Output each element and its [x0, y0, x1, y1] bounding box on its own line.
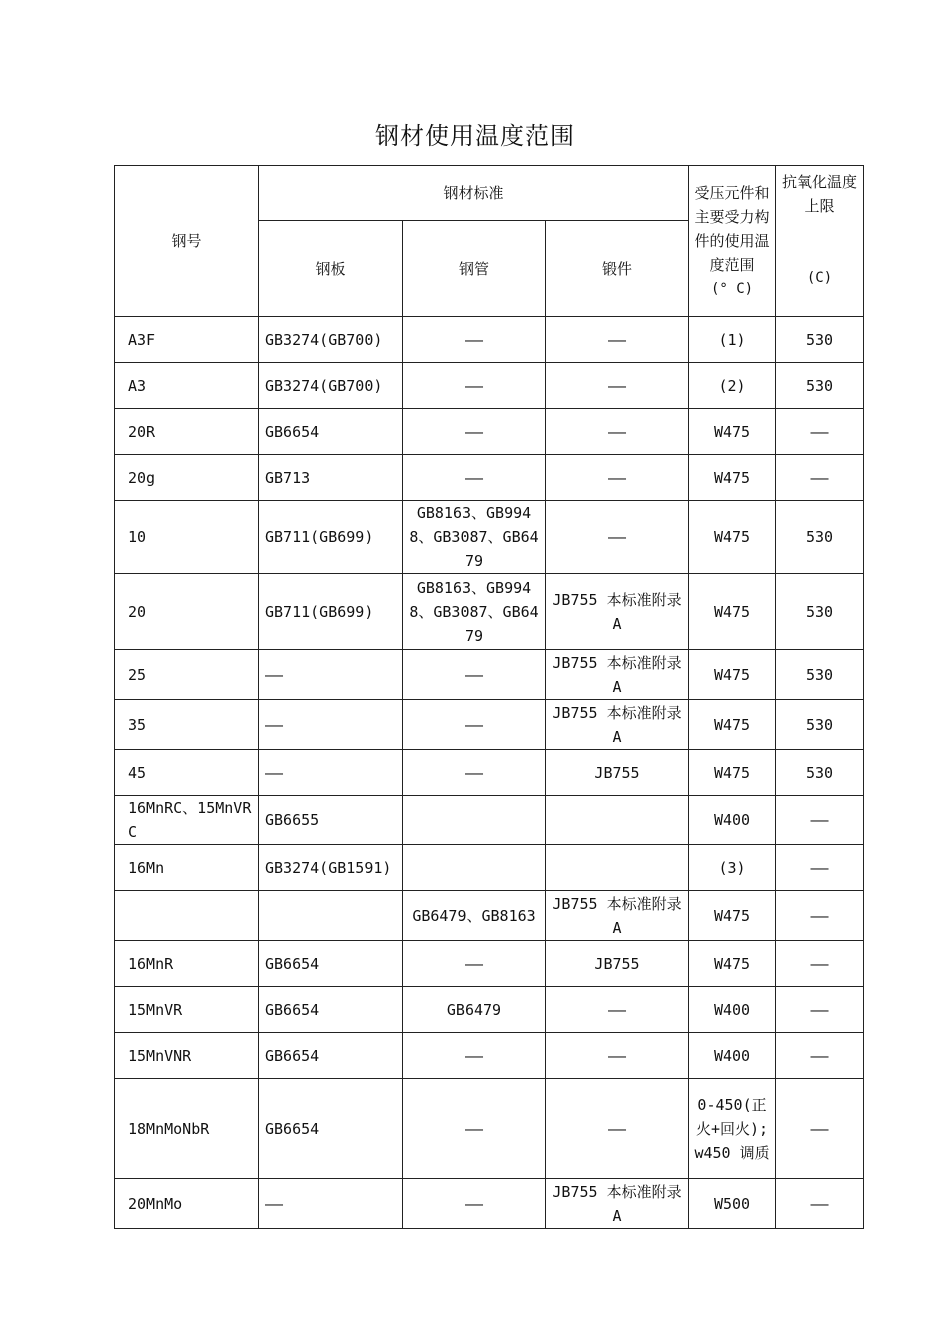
cell-temp: W400 — [689, 987, 776, 1033]
table-row — [115, 891, 864, 941]
cell-forging: JB755 本标准附录A — [546, 891, 689, 941]
cell-temp: W475 — [689, 891, 776, 941]
header-standard: 钢材标准 — [259, 166, 689, 221]
cell-grade: 25 — [115, 650, 259, 700]
header-oxidation-label: 抗氧化温度上限 — [782, 173, 858, 215]
table-row — [115, 455, 864, 501]
cell-plate: GB3274(GB700) — [259, 363, 403, 409]
header-forging: 锻件 — [546, 221, 689, 317]
cell-grade: 15MnVNR — [115, 1033, 259, 1079]
cell-temp: (2) — [689, 363, 776, 409]
cell-forging: —— — [546, 455, 689, 501]
table-body — [115, 317, 864, 1229]
cell-forging: —— — [546, 363, 689, 409]
header-oxidation — [776, 166, 864, 317]
table-row — [115, 941, 864, 987]
cell-forging: JB755 本标准附录A — [546, 1179, 689, 1229]
cell-oxidation: —— — [776, 941, 864, 987]
cell-pipe — [403, 845, 546, 891]
header-temp-range-label: 受压元件和主要受力构件的使用温度范围 — [694, 184, 770, 274]
cell-pipe: GB6479 — [403, 987, 546, 1033]
cell-forging: JB755 — [546, 941, 689, 987]
cell-temp: W475 — [689, 455, 776, 501]
cell-grade: 16Mn — [115, 845, 259, 891]
cell-pipe: GB6479、GB8163 — [403, 891, 546, 941]
page-title: 钢材使用温度范围 — [375, 122, 575, 150]
header-plate: 钢板 — [259, 221, 403, 317]
cell-pipe: —— — [403, 455, 546, 501]
cell-temp: W475 — [689, 750, 776, 796]
cell-grade: 20MnMo — [115, 1179, 259, 1229]
cell-pipe: —— — [403, 409, 546, 455]
cell-oxidation: —— — [776, 796, 864, 845]
cell-pipe: —— — [403, 750, 546, 796]
cell-grade: 20R — [115, 409, 259, 455]
cell-grade: 18MnMoNbR — [115, 1079, 259, 1179]
table-row — [115, 1033, 864, 1079]
cell-oxidation: —— — [776, 987, 864, 1033]
cell-oxidation: —— — [776, 1179, 864, 1229]
cell-oxidation: —— — [776, 845, 864, 891]
cell-grade: 45 — [115, 750, 259, 796]
cell-plate: GB711(GB699) — [259, 501, 403, 574]
cell-grade: 20 — [115, 574, 259, 650]
cell-temp: W475 — [689, 574, 776, 650]
cell-grade: 16MnR — [115, 941, 259, 987]
cell-plate: GB3274(GB1591) — [259, 845, 403, 891]
table-row — [115, 987, 864, 1033]
header-grade: 钢号 — [115, 166, 259, 317]
table-row — [115, 650, 864, 700]
cell-pipe: —— — [403, 700, 546, 750]
cell-grade: 35 — [115, 700, 259, 750]
cell-oxidation: 530 — [776, 700, 864, 750]
cell-temp: W475 — [689, 941, 776, 987]
table-row — [115, 363, 864, 409]
cell-plate: GB6654 — [259, 941, 403, 987]
cell-plate: GB6654 — [259, 987, 403, 1033]
cell-forging: JB755 — [546, 750, 689, 796]
cell-temp: W475 — [689, 650, 776, 700]
cell-oxidation: —— — [776, 409, 864, 455]
cell-temp: 0-450(正火+回火); w450 调质 — [689, 1079, 776, 1179]
cell-pipe: GB8163、GB9948、GB3087、GB6479 — [403, 501, 546, 574]
cell-forging: —— — [546, 987, 689, 1033]
cell-temp: W475 — [689, 700, 776, 750]
table-row — [115, 501, 864, 574]
cell-grade: 20g — [115, 455, 259, 501]
cell-plate: —— — [259, 750, 403, 796]
cell-temp: W475 — [689, 409, 776, 455]
cell-oxidation: —— — [776, 1033, 864, 1079]
cell-forging: —— — [546, 501, 689, 574]
cell-plate: GB6654 — [259, 409, 403, 455]
cell-plate: GB6654 — [259, 1033, 403, 1079]
cell-plate: GB6654 — [259, 1079, 403, 1179]
cell-oxidation: 530 — [776, 501, 864, 574]
cell-plate: GB3274(GB700) — [259, 317, 403, 363]
cell-pipe: —— — [403, 363, 546, 409]
cell-pipe — [403, 796, 546, 845]
cell-pipe: —— — [403, 1079, 546, 1179]
cell-plate: —— — [259, 700, 403, 750]
table-row — [115, 1179, 864, 1229]
table-row — [115, 700, 864, 750]
cell-grade: 15MnVR — [115, 987, 259, 1033]
steel-temperature-table — [114, 165, 864, 1229]
cell-grade: A3F — [115, 317, 259, 363]
cell-plate: —— — [259, 1179, 403, 1229]
cell-grade: 16MnRC、15MnVRC — [115, 796, 259, 845]
cell-forging — [546, 845, 689, 891]
cell-plate: —— — [259, 650, 403, 700]
table-row — [115, 796, 864, 845]
header-oxidation-gap — [780, 218, 859, 266]
table-row — [115, 317, 864, 363]
cell-forging: JB755 本标准附录A — [546, 650, 689, 700]
header-pipe: 钢管 — [403, 221, 546, 317]
cell-forging: —— — [546, 1079, 689, 1179]
cell-temp: W475 — [689, 501, 776, 574]
table-row — [115, 845, 864, 891]
cell-pipe: —— — [403, 650, 546, 700]
table-row — [115, 574, 864, 650]
cell-forging: JB755 本标准附录A — [546, 574, 689, 650]
cell-plate: GB711(GB699) — [259, 574, 403, 650]
header-temp-range-unit: (° C) — [710, 281, 754, 297]
cell-oxidation: 530 — [776, 363, 864, 409]
cell-temp: W400 — [689, 796, 776, 845]
cell-oxidation: 530 — [776, 317, 864, 363]
cell-oxidation: 530 — [776, 574, 864, 650]
cell-forging: —— — [546, 317, 689, 363]
cell-oxidation: 530 — [776, 750, 864, 796]
cell-pipe: —— — [403, 1033, 546, 1079]
cell-oxidation: 530 — [776, 650, 864, 700]
cell-forging: JB755 本标准附录A — [546, 700, 689, 750]
cell-temp: (3) — [689, 845, 776, 891]
cell-oxidation: —— — [776, 1079, 864, 1179]
cell-pipe: —— — [403, 1179, 546, 1229]
cell-oxidation: —— — [776, 891, 864, 941]
cell-plate — [259, 891, 403, 941]
cell-plate: GB6655 — [259, 796, 403, 845]
cell-pipe: —— — [403, 941, 546, 987]
cell-grade: A3 — [115, 363, 259, 409]
cell-temp: W400 — [689, 1033, 776, 1079]
cell-pipe: —— — [403, 317, 546, 363]
table-row — [115, 750, 864, 796]
cell-forging: —— — [546, 1033, 689, 1079]
cell-plate: GB713 — [259, 455, 403, 501]
cell-forging: —— — [546, 409, 689, 455]
table-row — [115, 409, 864, 455]
cell-forging — [546, 796, 689, 845]
cell-temp: W500 — [689, 1179, 776, 1229]
cell-pipe: GB8163、GB9948、GB3087、GB6479 — [403, 574, 546, 650]
table-row — [115, 1079, 864, 1179]
cell-temp: (1) — [689, 317, 776, 363]
cell-oxidation: —— — [776, 455, 864, 501]
cell-grade: 10 — [115, 501, 259, 574]
header-temp-range — [689, 166, 776, 317]
cell-grade — [115, 891, 259, 941]
header-oxidation-unit: (C) — [806, 270, 833, 286]
